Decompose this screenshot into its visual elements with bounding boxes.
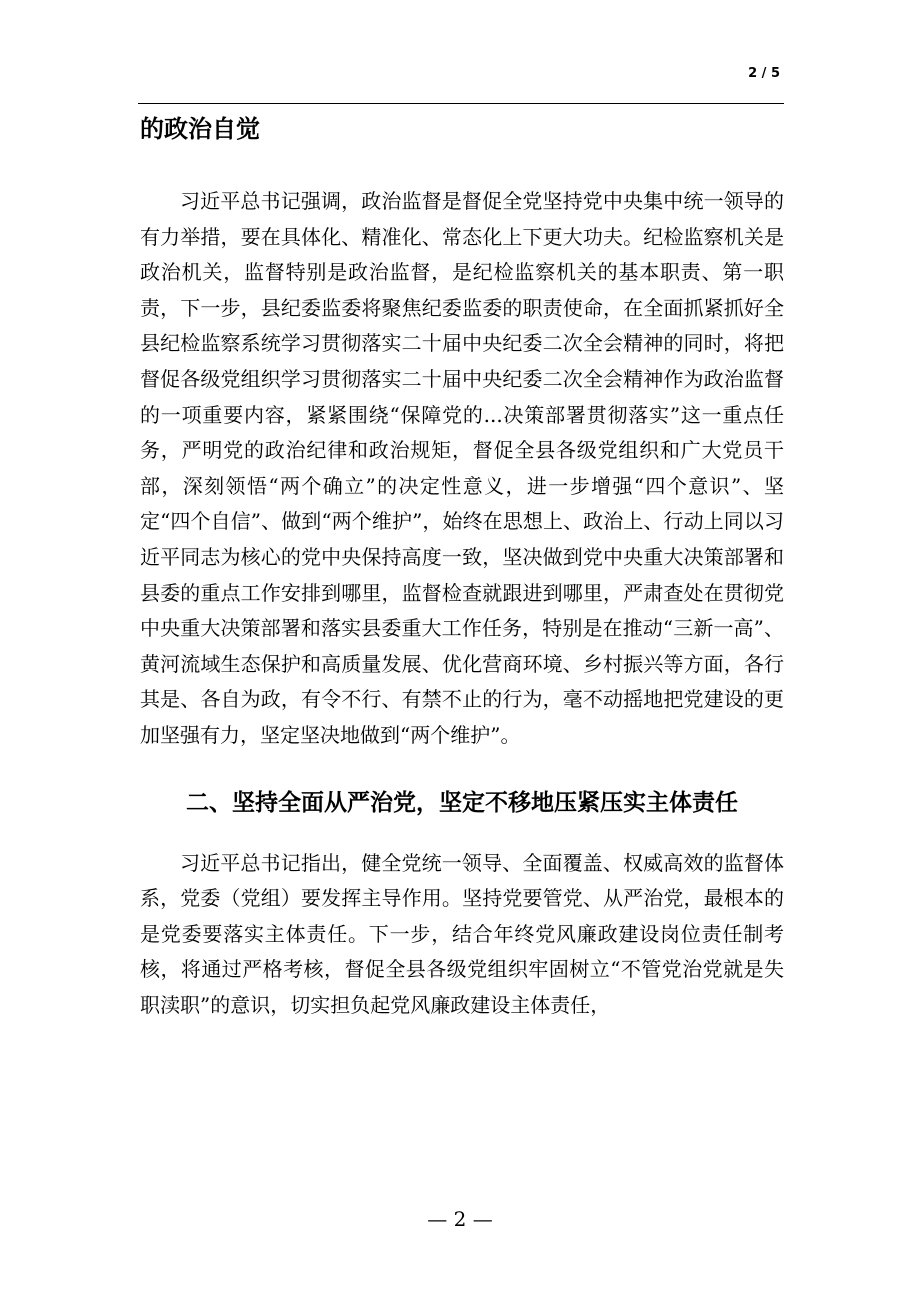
page-number-footer: — 2 — <box>427 1207 493 1231</box>
body-paragraph-2: 习近平总书记指出，健全党统一领导、全面覆盖、权威高效的监督体系，党委（党组）要发挥主导作用。坚持党要管党、从严治党，最根本的是党委要落实主体责任。下一步，结合年终党风廉政建设岗位责任制考核，将通过严格考核，督促全县各级党组织牢固树立“不管党治党就是失职渎职”的意识，切实担负起党风廉政建设主体责任， <box>140 850 784 1017</box>
section-heading-2: 二、坚持全面从严治党，坚定不移地压紧压实主体责任 <box>186 789 738 816</box>
body-paragraph-1: 习近平总书记强调，政治监督是督促全党坚持党中央集中统一领导的有力举措，要在具体化、精准化、常态化上下更大功夫。纪检监察机关是政治机关，监督特别是政治监督，是纪检监察机关的基本职责、第一职责，下一步，县纪委监委将聚焦纪委监委的职责使命，在全面抓紧抓好全县纪检监察系统学习贯彻落实二十届中央纪委二次全会精神的同时，将把督促各级党组织学习贯彻落实二十届中央纪委二次全会精神作为政治监督的一项重要内容，紧紧围绕“保障党的...决策部署贯彻落实”这一重点任务，严明党的政治纪律和政治规矩，督促全县各级党组织和广大党员干部，深刻领悟“两个确立”的决定性意义，进一步增强“四个意识”、坚定“四个自信”、做到“两个维护”，始终在思想上、政治上、行动上同以习近平同志为核心的党中央保持高度一致，坚决做到党中央重大决策部署和县委的重点工作安排到哪里，监督检查就跟进到哪里，严肃查处在贯彻党中央重大决策部署和落实县委重大工作任务，特别是在推动“三新一高”、黄河流域生态保护和高质量发展、优化营商环境、乡村振兴等方面，各行其是、各自为政，有令不行、有禁不止的行为，毫不动摇地把党建设的更加坚强有力，坚定坚决地做到“两个维护”。 <box>140 189 784 747</box>
document-body <box>140 113 784 1023</box>
page-counter: 2 / 5 <box>748 66 780 81</box>
header-divider <box>138 103 784 104</box>
heading-continuation: 的政治自觉 <box>140 115 260 143</box>
